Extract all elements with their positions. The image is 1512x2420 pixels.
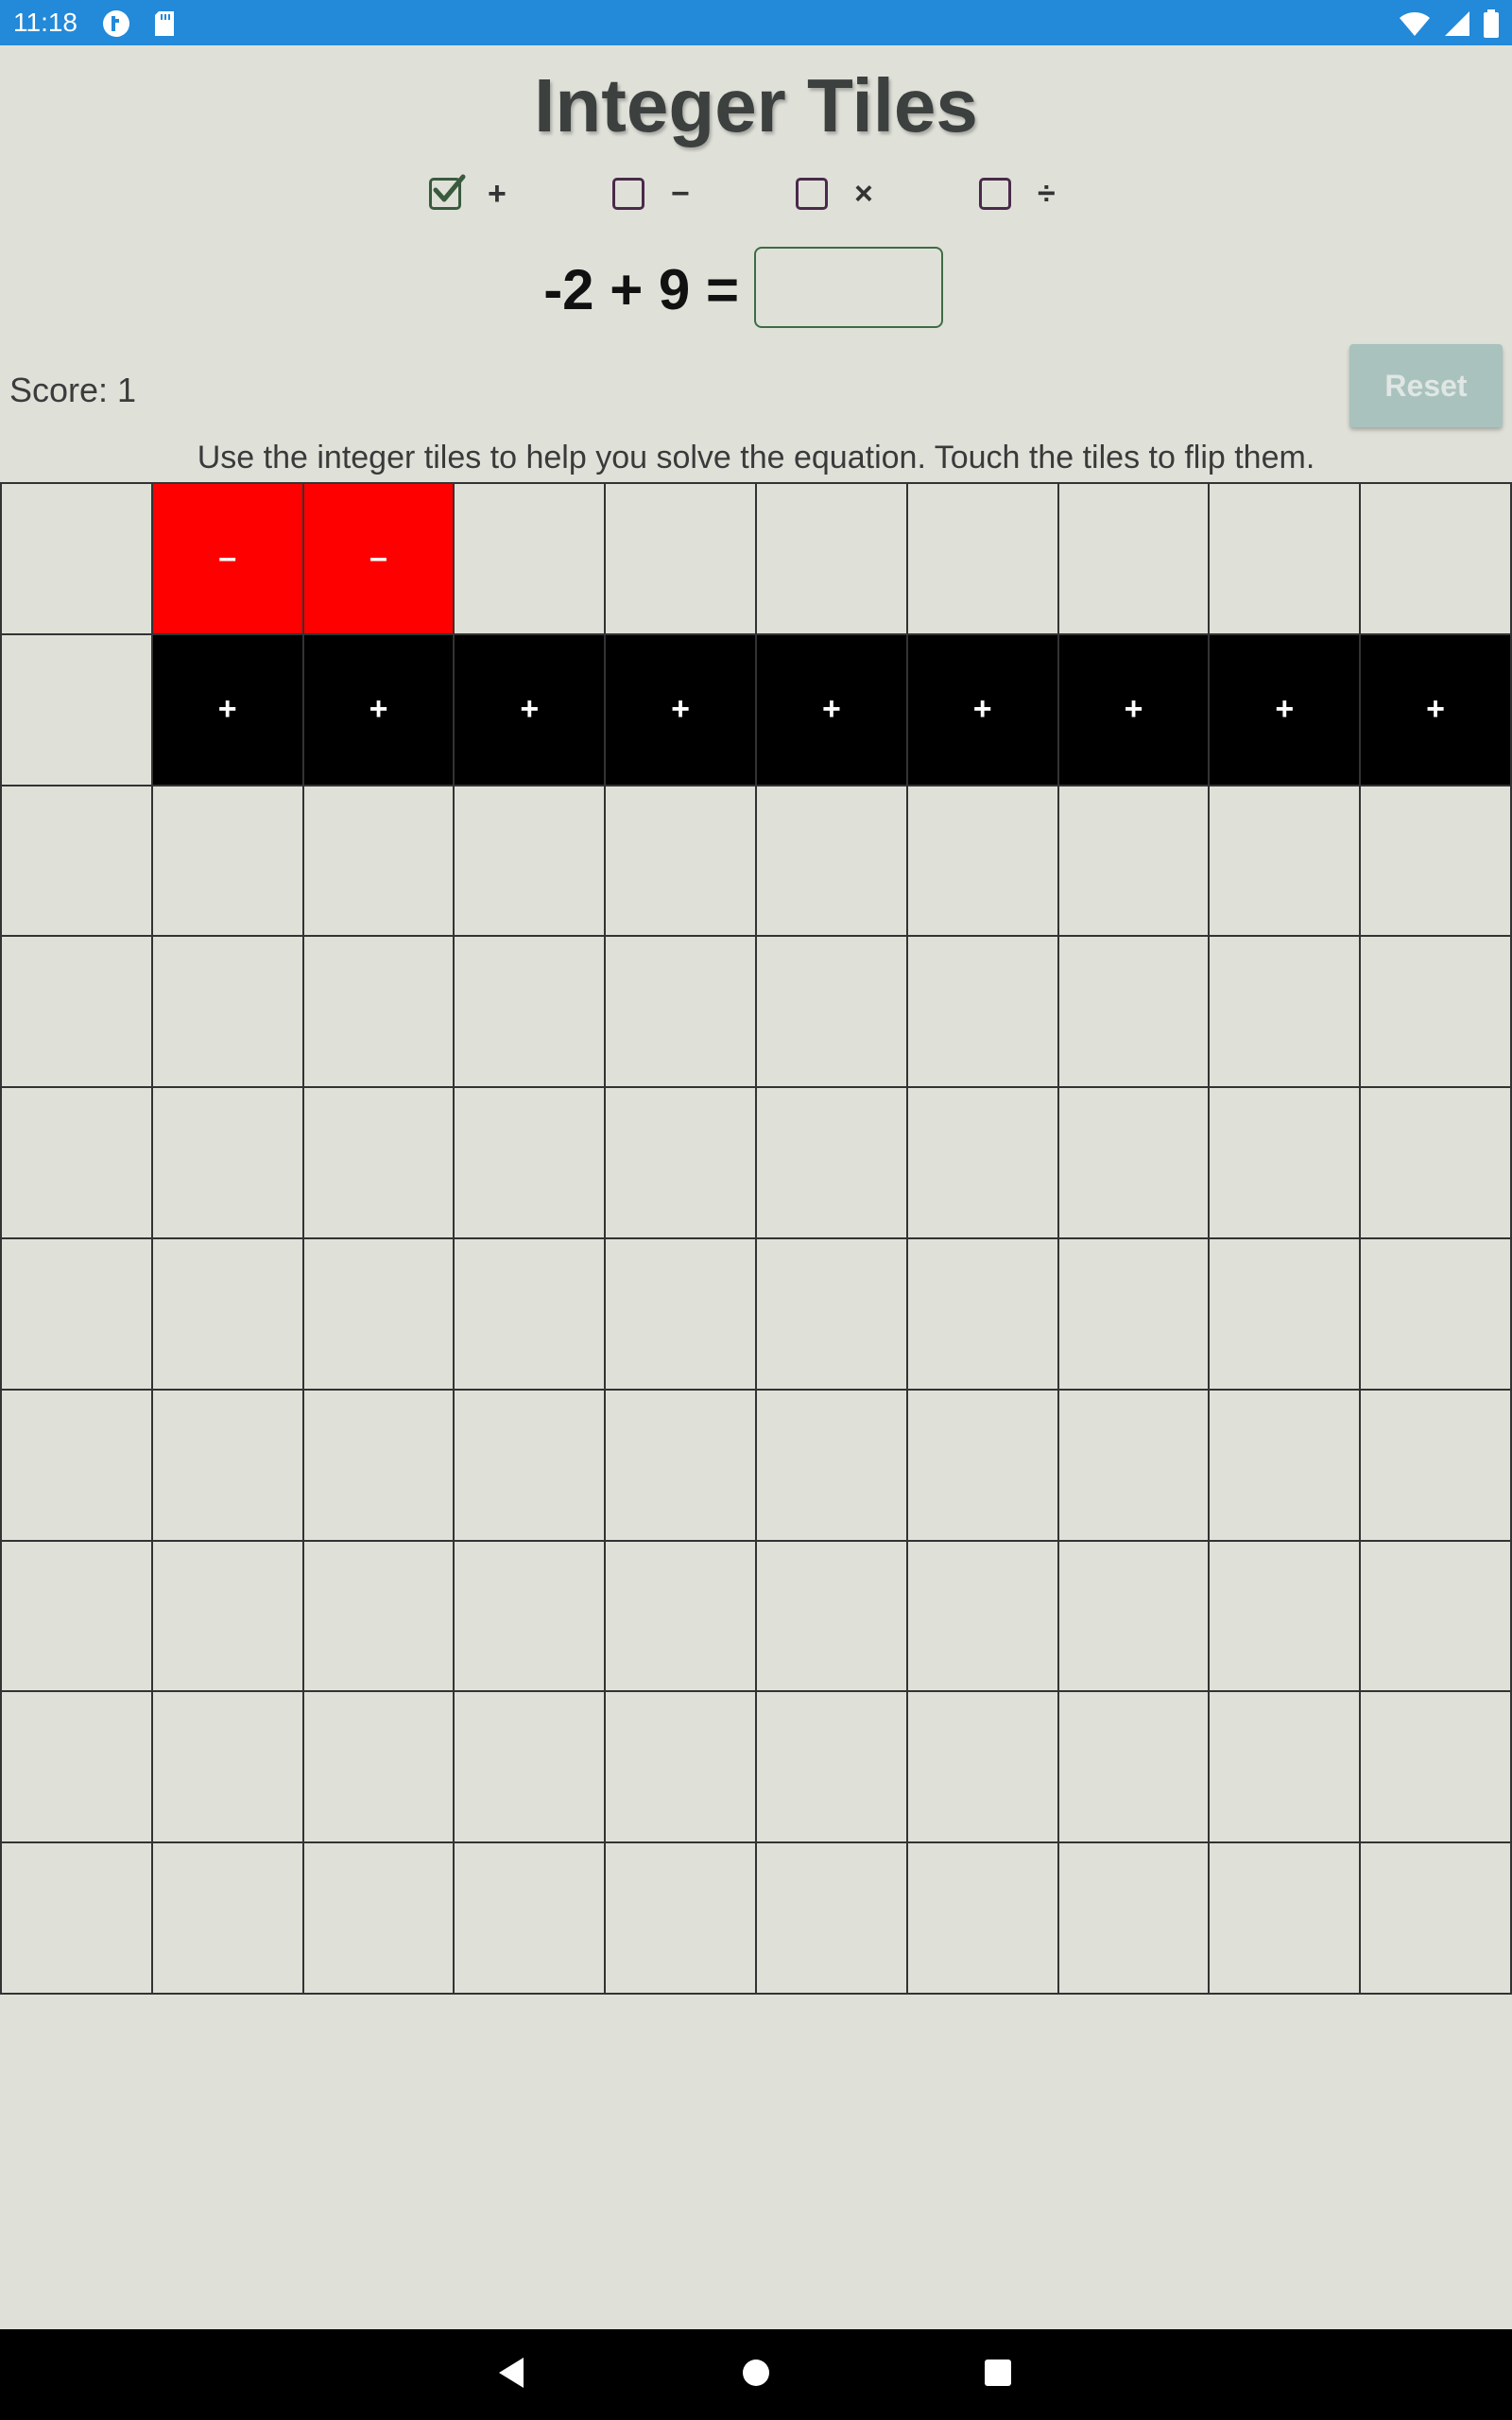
home-icon[interactable] bbox=[741, 2356, 771, 2394]
grid-cell[interactable] bbox=[1361, 1542, 1512, 1693]
grid-cell[interactable] bbox=[1210, 1692, 1361, 1843]
addition-label: + bbox=[488, 175, 507, 212]
grid-cell[interactable] bbox=[757, 1843, 908, 1995]
grid-cell[interactable] bbox=[908, 1692, 1059, 1843]
grid-cell[interactable] bbox=[606, 484, 757, 635]
grid-cell[interactable] bbox=[153, 1391, 304, 1542]
positive-tile[interactable]: + bbox=[1361, 635, 1512, 786]
grid-cell[interactable] bbox=[757, 1239, 908, 1391]
instructions-text: Use the integer tiles to help you solve the equation. Touch the tiles to flip them. bbox=[197, 440, 1315, 475]
tile-grid bbox=[0, 482, 1512, 1995]
grid-cell[interactable] bbox=[606, 1542, 757, 1693]
grid-cell[interactable] bbox=[908, 484, 1059, 635]
grid-cell[interactable] bbox=[1210, 1088, 1361, 1239]
grid-cell[interactable] bbox=[1059, 1088, 1211, 1239]
grid-cell[interactable] bbox=[908, 1843, 1059, 1995]
grid-cell[interactable] bbox=[1059, 1542, 1211, 1693]
grid-cell[interactable] bbox=[908, 937, 1059, 1088]
reset-button[interactable]: Reset bbox=[1349, 344, 1503, 427]
grid-cell[interactable] bbox=[2, 635, 153, 786]
grid-cell[interactable] bbox=[1361, 1239, 1512, 1391]
negative-tile[interactable]: – bbox=[304, 484, 455, 635]
grid-cell[interactable] bbox=[606, 937, 757, 1088]
back-icon[interactable] bbox=[497, 2356, 525, 2394]
addition-checkbox[interactable] bbox=[429, 178, 461, 210]
grid-cell[interactable] bbox=[455, 1391, 606, 1542]
battery-icon bbox=[1484, 9, 1499, 43]
grid-cell[interactable] bbox=[2, 484, 153, 635]
sd-card-icon bbox=[153, 9, 176, 43]
grid-cell[interactable] bbox=[1361, 1391, 1512, 1542]
multiplication-option[interactable] bbox=[796, 170, 873, 217]
status-time: 11:18 bbox=[13, 8, 77, 37]
positive-tile[interactable]: + bbox=[153, 635, 304, 786]
grid-cell[interactable] bbox=[304, 786, 455, 938]
grid-cell[interactable] bbox=[2, 1391, 153, 1542]
grid-cell[interactable] bbox=[908, 1088, 1059, 1239]
subtraction-label: − bbox=[671, 175, 690, 212]
grid-cell[interactable] bbox=[153, 937, 304, 1088]
grid-cell[interactable] bbox=[1210, 1239, 1361, 1391]
grid-cell[interactable] bbox=[304, 1239, 455, 1391]
grid-cell[interactable] bbox=[304, 937, 455, 1088]
grid-cell[interactable] bbox=[1361, 1843, 1512, 1995]
score-label: Score: 1 bbox=[9, 371, 137, 409]
grid-cell[interactable] bbox=[455, 1843, 606, 1995]
positive-tile[interactable]: + bbox=[455, 635, 606, 786]
grid-cell[interactable] bbox=[304, 1843, 455, 1995]
grid-cell[interactable] bbox=[757, 937, 908, 1088]
multiplication-checkbox[interactable] bbox=[796, 178, 828, 210]
grid-cell[interactable] bbox=[153, 1239, 304, 1391]
grid-cell[interactable] bbox=[1361, 786, 1512, 938]
grid-cell[interactable] bbox=[153, 1542, 304, 1693]
grid-cell[interactable] bbox=[153, 786, 304, 938]
grid-cell[interactable] bbox=[908, 1391, 1059, 1542]
grid-cell[interactable] bbox=[153, 1692, 304, 1843]
grid-cell[interactable] bbox=[1210, 1843, 1361, 1995]
grid-cell[interactable] bbox=[1059, 786, 1211, 938]
grid-cell[interactable] bbox=[757, 786, 908, 938]
grid-cell[interactable] bbox=[908, 786, 1059, 938]
equation-text: -2 + 9 = bbox=[543, 258, 739, 321]
grid-cell[interactable] bbox=[908, 1542, 1059, 1693]
page-title: Integer Tiles bbox=[534, 63, 978, 147]
grid-cell[interactable] bbox=[2, 1239, 153, 1391]
grid-cell[interactable] bbox=[606, 1843, 757, 1995]
grid-cell[interactable] bbox=[304, 1542, 455, 1693]
grid-cell[interactable] bbox=[606, 786, 757, 938]
grid-cell[interactable] bbox=[1059, 1843, 1211, 1995]
grid-cell[interactable] bbox=[455, 484, 606, 635]
grid-cell[interactable] bbox=[455, 1088, 606, 1239]
grid-cell[interactable] bbox=[455, 1542, 606, 1693]
grid-cell[interactable] bbox=[2, 937, 153, 1088]
grid-cell[interactable] bbox=[757, 1088, 908, 1239]
grid-cell[interactable] bbox=[1361, 937, 1512, 1088]
signal-icon bbox=[1444, 10, 1470, 42]
grid-cell[interactable] bbox=[1059, 484, 1211, 635]
grid-cell[interactable] bbox=[1210, 484, 1361, 635]
subtraction-option[interactable] bbox=[612, 170, 690, 217]
grid-cell[interactable] bbox=[2, 1542, 153, 1693]
positive-tile[interactable]: + bbox=[606, 635, 757, 786]
tumblr-icon bbox=[102, 9, 130, 43]
grid-cell[interactable] bbox=[606, 1692, 757, 1843]
grid-cell[interactable] bbox=[1210, 1391, 1361, 1542]
answer-input[interactable] bbox=[754, 247, 943, 328]
grid-cell[interactable] bbox=[455, 1239, 606, 1391]
wifi-icon bbox=[1399, 10, 1431, 42]
grid-cell[interactable] bbox=[606, 1239, 757, 1391]
positive-tile[interactable]: + bbox=[304, 635, 455, 786]
grid-cell[interactable] bbox=[455, 1692, 606, 1843]
subtraction-checkbox[interactable] bbox=[612, 178, 644, 210]
grid-cell[interactable] bbox=[1361, 1692, 1512, 1843]
grid-cell[interactable] bbox=[606, 1391, 757, 1542]
grid-cell[interactable] bbox=[304, 1692, 455, 1843]
grid-cell[interactable] bbox=[606, 1088, 757, 1239]
operation-options bbox=[0, 170, 1512, 217]
navigation-bar bbox=[0, 2329, 1512, 2420]
grid-cell[interactable] bbox=[1361, 484, 1512, 635]
grid-cell[interactable] bbox=[757, 1692, 908, 1843]
grid-cell[interactable] bbox=[1210, 786, 1361, 938]
grid-cell[interactable] bbox=[1361, 1088, 1512, 1239]
grid-cell[interactable] bbox=[304, 1391, 455, 1542]
positive-tile[interactable]: + bbox=[1059, 635, 1211, 786]
grid-cell[interactable] bbox=[304, 1088, 455, 1239]
grid-cell[interactable] bbox=[757, 1542, 908, 1693]
division-label: ÷ bbox=[1038, 175, 1056, 212]
grid-cell[interactable] bbox=[757, 1391, 908, 1542]
addition-option[interactable] bbox=[429, 170, 507, 217]
grid-cell[interactable] bbox=[1059, 1391, 1211, 1542]
grid-cell[interactable] bbox=[455, 786, 606, 938]
positive-tile[interactable]: + bbox=[1210, 635, 1361, 786]
grid-cell[interactable] bbox=[1210, 937, 1361, 1088]
division-checkbox[interactable] bbox=[979, 178, 1011, 210]
grid-cell[interactable] bbox=[2, 786, 153, 938]
grid-cell[interactable] bbox=[1059, 1692, 1211, 1843]
positive-tile[interactable]: + bbox=[908, 635, 1059, 786]
grid-cell[interactable] bbox=[2, 1088, 153, 1239]
multiplication-label: × bbox=[854, 175, 873, 212]
recents-icon[interactable] bbox=[983, 2356, 1013, 2394]
grid-cell[interactable] bbox=[908, 1239, 1059, 1391]
status-bar bbox=[0, 0, 1512, 45]
grid-cell[interactable] bbox=[757, 484, 908, 635]
negative-tile[interactable]: – bbox=[153, 484, 304, 635]
grid-cell[interactable] bbox=[153, 1088, 304, 1239]
grid-cell[interactable] bbox=[2, 1843, 153, 1995]
division-option[interactable] bbox=[979, 170, 1056, 217]
grid-cell[interactable] bbox=[455, 937, 606, 1088]
grid-cell[interactable] bbox=[153, 1843, 304, 1995]
positive-tile[interactable]: + bbox=[757, 635, 908, 786]
grid-cell[interactable] bbox=[1059, 937, 1211, 1088]
grid-cell[interactable] bbox=[1059, 1239, 1211, 1391]
grid-cell[interactable] bbox=[2, 1692, 153, 1843]
grid-cell[interactable] bbox=[1210, 1542, 1361, 1693]
